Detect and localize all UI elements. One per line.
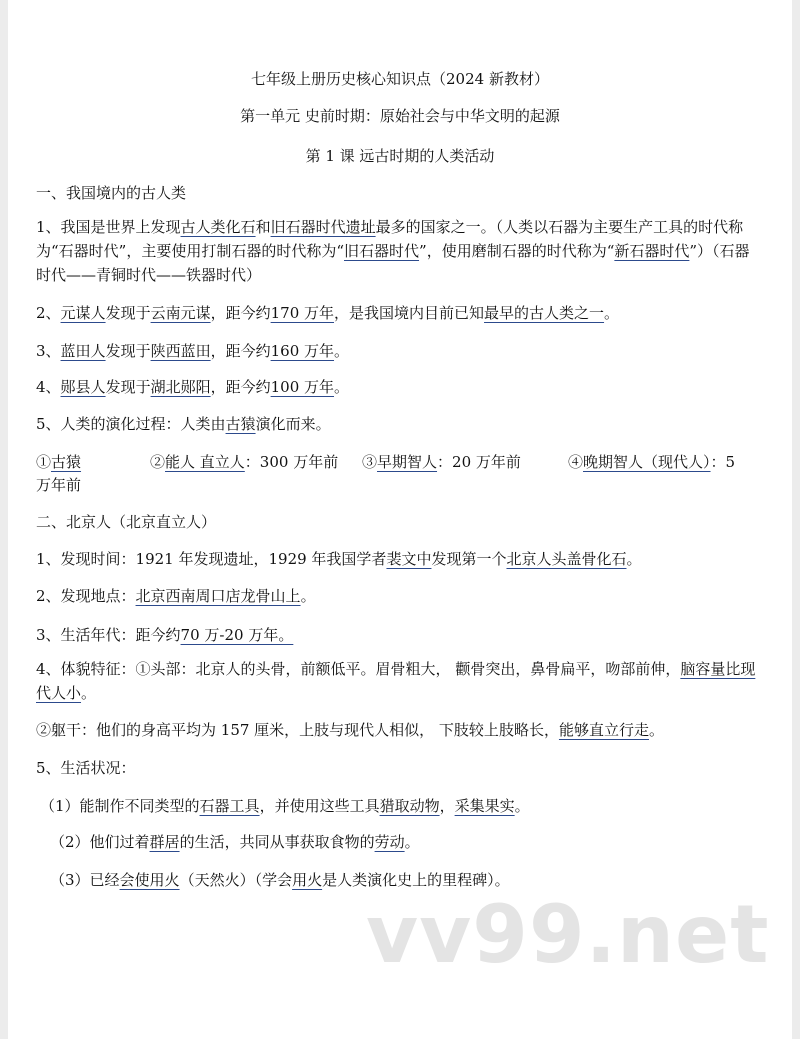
key-term: 元谋人 bbox=[60, 304, 106, 322]
paragraph-3 bbox=[36, 340, 349, 361]
text: （2）他们过着 bbox=[50, 833, 150, 851]
key-term: 最早的古人类之一 bbox=[484, 304, 605, 322]
text: 。 bbox=[404, 833, 420, 851]
text: 发现第一个 bbox=[431, 550, 507, 568]
text: ① bbox=[36, 453, 52, 471]
text: 3、 bbox=[36, 342, 61, 360]
text: 。 bbox=[300, 587, 316, 605]
text: ”，使用磨制石器的时代称为“ bbox=[419, 242, 615, 260]
key-term: 采集果实 bbox=[454, 797, 515, 815]
text: 发现于 bbox=[105, 304, 151, 322]
evolution-stage-4 bbox=[568, 451, 735, 472]
text: ③ bbox=[362, 453, 378, 471]
text: ， bbox=[439, 797, 455, 815]
text: 发现于 bbox=[105, 342, 151, 360]
text: 1、发现时间：1921 年发现遗址，1929 年我国学者 bbox=[36, 550, 387, 568]
text: ：300 万年前 bbox=[244, 453, 339, 471]
text: ，距今约 bbox=[210, 342, 271, 360]
section-1-heading: 一、我国境内的古人类 bbox=[36, 184, 187, 202]
text: 3、生活年代：距今约 bbox=[36, 626, 181, 644]
text: 4、体貌特征：①头部：北京人的头骨，前额低平。眉骨粗大， 颧骨突出，鼻骨扁平，吻部前伸， bbox=[36, 660, 681, 678]
key-term: 陕西蓝田 bbox=[150, 342, 211, 360]
text: ：20 万年前 bbox=[437, 453, 521, 471]
text: ：5 bbox=[710, 453, 736, 471]
text: 。 bbox=[334, 342, 350, 360]
paragraph-2 bbox=[36, 302, 619, 323]
text: （3）已经 bbox=[50, 871, 120, 889]
text: 是人类演化史上的里程碑）。 bbox=[322, 871, 510, 889]
text: 。 bbox=[81, 684, 97, 702]
key-term: 70 万-20 万年。 bbox=[180, 626, 294, 644]
key-term: 会使用火 bbox=[119, 871, 180, 889]
text: ，距今约 bbox=[210, 304, 271, 322]
key-term: 能人 直立人 bbox=[165, 453, 245, 471]
text: 。 bbox=[334, 378, 350, 396]
text: 。 bbox=[626, 550, 642, 568]
text: 4、 bbox=[36, 378, 61, 396]
evolution-stage-1 bbox=[36, 451, 81, 472]
key-term: 石器工具 bbox=[199, 797, 260, 815]
paragraph-5 bbox=[36, 413, 331, 434]
key-term: 早期智人 bbox=[377, 453, 438, 471]
unit-title: 第一单元 史前时期：原始社会与中华文明的起源 bbox=[240, 107, 560, 125]
lesson-title: 第 1 课 远古时期的人类活动 bbox=[305, 147, 495, 165]
paragraph-s2-6: 5、生活状况： bbox=[36, 759, 136, 777]
text: 2、发现地点： bbox=[36, 587, 136, 605]
key-term: 旧石器时代遗址 bbox=[270, 218, 376, 236]
text: ，并使用这些工具 bbox=[259, 797, 380, 815]
key-term: 猎取动物 bbox=[379, 797, 440, 815]
key-term: 群居 bbox=[149, 833, 180, 851]
key-term: 晚期智人（现代人） bbox=[583, 453, 711, 471]
evolution-stage-4-cont: 万年前 bbox=[36, 476, 82, 494]
key-term: 云南元谋 bbox=[150, 304, 211, 322]
key-term: 用火 bbox=[292, 871, 323, 889]
key-term: 脑容量比现代人小 bbox=[36, 660, 756, 702]
key-term: 劳动 bbox=[374, 833, 405, 851]
key-term: 北京人头盖骨化石 bbox=[506, 550, 627, 568]
document-title: 七年级上册历史核心知识点（2024 新教材） bbox=[251, 70, 549, 88]
text: 1、我国是世界上发现 bbox=[36, 218, 181, 236]
text: 5、人类的演化过程：人类由 bbox=[36, 415, 226, 433]
evolution-stage-2 bbox=[150, 451, 338, 472]
key-term: 新石器时代 bbox=[614, 242, 690, 260]
key-term: 能够直立行走 bbox=[558, 721, 649, 739]
key-term: 裴文中 bbox=[386, 550, 432, 568]
text: （1）能制作不同类型的 bbox=[40, 797, 200, 815]
paragraph-s2-9 bbox=[50, 869, 510, 890]
text: ，距今约 bbox=[210, 378, 271, 396]
paragraph-4 bbox=[36, 376, 349, 397]
key-term: 100 万年 bbox=[270, 378, 335, 396]
text: 演化而来。 bbox=[255, 415, 331, 433]
paragraph-s2-1 bbox=[36, 548, 642, 569]
text: 。 bbox=[648, 721, 664, 739]
paragraph-s2-8 bbox=[50, 831, 420, 852]
text: 。 bbox=[514, 797, 530, 815]
text: ”）（石器时代——青铜时代——铁器时代） bbox=[36, 242, 750, 284]
paragraph-s2-2 bbox=[36, 585, 316, 606]
key-term: 北京西南周口店龙骨山上 bbox=[135, 587, 301, 605]
key-term: 郧县人 bbox=[60, 378, 106, 396]
text: 发现于 bbox=[105, 378, 151, 396]
key-term: 170 万年 bbox=[270, 304, 335, 322]
section-2-heading: 二、北京人（北京直立人） bbox=[36, 513, 217, 531]
text: 最多的国家之一。（人类以石器为主要生产工具的时代称为“石器时代”，主要使用打制石器的时代称为“ bbox=[36, 218, 744, 260]
text: 2、 bbox=[36, 304, 61, 322]
text: ②躯干：他们的身高平均为 157 厘米，上肢与现代人相似， 下肢较上肢略长， bbox=[36, 721, 559, 739]
text: 和 bbox=[255, 218, 271, 236]
paragraph-s2-3 bbox=[36, 624, 293, 645]
evolution-stage-3 bbox=[362, 451, 521, 472]
key-term: 蓝田人 bbox=[60, 342, 106, 360]
paragraph-s2-7 bbox=[40, 795, 530, 816]
text: （天然火）（学会 bbox=[179, 871, 293, 889]
watermark: vv99.net bbox=[366, 888, 770, 981]
key-term: 湖北郧阳 bbox=[150, 378, 211, 396]
text: ，是我国境内目前已知 bbox=[334, 304, 485, 322]
text: ② bbox=[150, 453, 166, 471]
paragraph-1 bbox=[36, 215, 762, 287]
text: 的生活，共同从事获取食物的 bbox=[179, 833, 375, 851]
key-term: 160 万年 bbox=[270, 342, 335, 360]
paragraph-s2-5 bbox=[36, 719, 664, 740]
paragraph-s2-4 bbox=[36, 657, 762, 705]
key-term: 古人类化石 bbox=[180, 218, 256, 236]
key-term: 古猿 bbox=[225, 415, 256, 433]
text: ④ bbox=[568, 453, 584, 471]
text: 。 bbox=[604, 304, 620, 322]
key-term: 旧石器时代 bbox=[344, 242, 420, 260]
key-term: 古猿 bbox=[51, 453, 82, 471]
